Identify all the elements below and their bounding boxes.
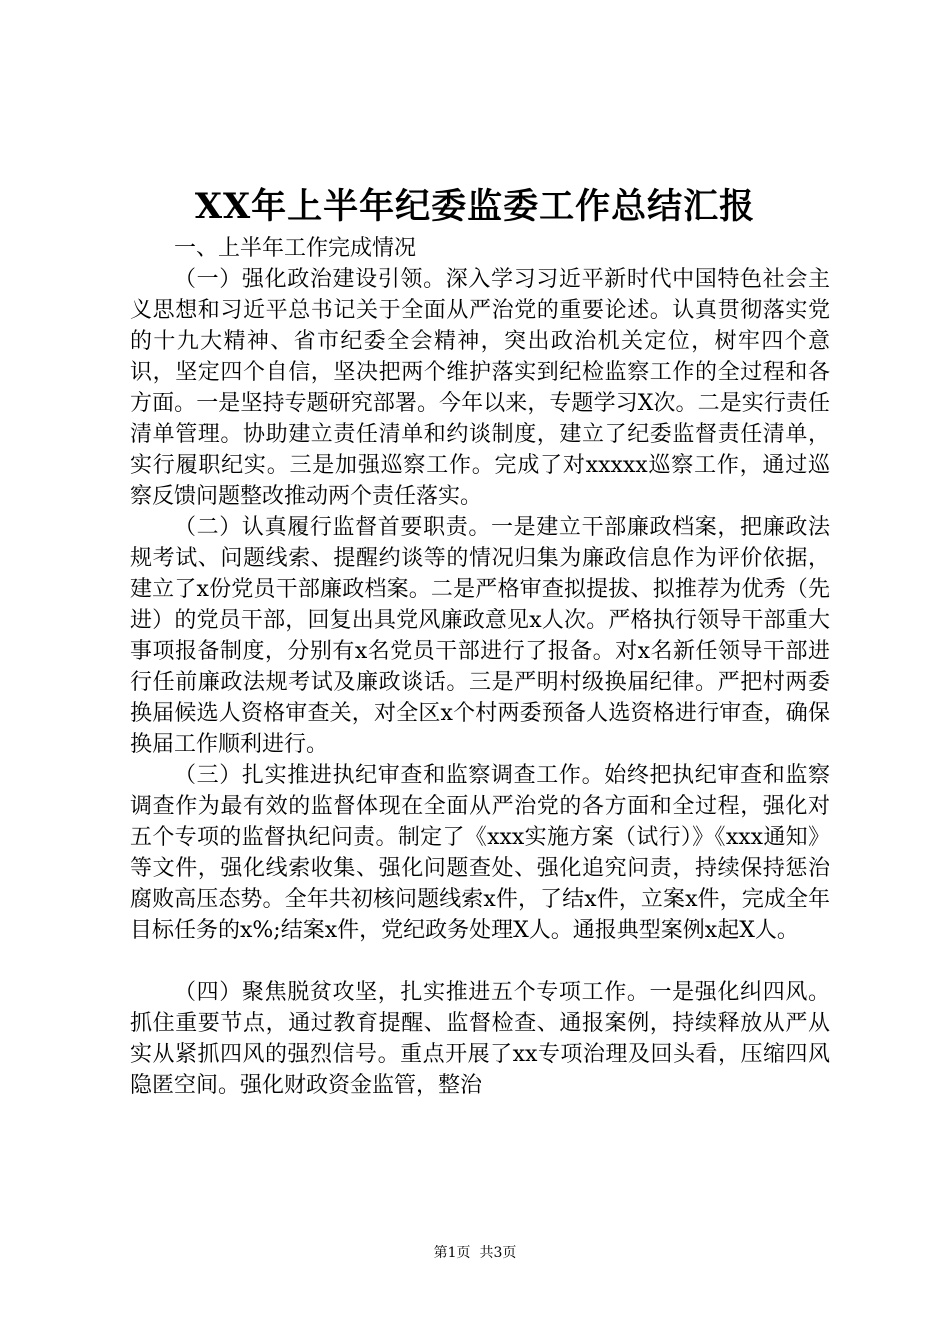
paragraph-political-building: （一）强化政治建设引领。深入学习习近平新时代中国特色社会主义思想和习近平总书记关于全面从严治党的重要论述。认真贯彻落实党的十九大精神、省市纪委全会精神，突出政治机关定位，树牢四个意识，坚定四个自信，坚决把两个维护落实到纪检监察工作的全过程和各方面。一是坚持专题研究部署。今年以来，专题学习X次。二是实行责任清单管理。协助建立责任清单和约谈制度，建立了纪委监督责任清单，实行履职纪实。三是加强巡察工作。完成了对xxxxx巡察工作，通过巡察反馈问题整改推动两个责任落实。 (130, 267, 830, 509)
section-heading: 一、上半年工作完成情况 (174, 236, 417, 261)
page-number-footer: 第1页 共3页 (433, 1245, 517, 1261)
paragraph-supervision-duty: （二）认真履行监督首要职责。一是建立干部廉政档案，把廉政法规考试、问题线索、提醒约谈等的情况归集为廉政信息作为评价依据，建立了x份党员干部廉政档案。二是严格审查拟提拔、拟推荐为优秀（先进）的党员干部，回复出具党风廉政意见x人次。严格执行领导干部重大事项报备制度，分别有x名党员干部进行了报备。对x名新任领导干部进行任前廉政法规考试及廉政谈话。三是严明村级换届纪律。严把村两委换届候选人资格审查关，对全区x个村两委预备人选资格进行审查，确保换届工作顺利进行。 (130, 515, 830, 757)
document-body (130, 233, 830, 1101)
paragraph-poverty-alleviation: （四）聚焦脱贫攻坚，扎实推进五个专项工作。一是强化纠四风。抓住重要节点，通过教育提醒、监督检查、通报案例，持续释放从严从实从紧抓四风的强烈信号。重点开展了xx专项治理及回头看，压缩四风隐匿空间。强化财政资金监管，整治 (130, 980, 830, 1098)
paragraph-discipline-review: （三）扎实推进执纪审查和监察调查工作。始终把执纪审查和监察调查作为最有效的监督体现在全面从严治党的各方面和全过程，强化对五个专项的监督执纪问责。制定了《xxx实施方案（试行）》《xxx通知》等文件，强化线索收集、强化问题查处、强化追究问责，持续保持惩治腐败高压态势。全年共初核问题线索x件，了结x件，立案x件，完成全年目标任务的x%;结案x件，党纪政务处理X人。通报典型案例x起X人。 (130, 763, 830, 943)
document-title: XX年上半年纪委监委工作总结汇报 (194, 186, 756, 227)
